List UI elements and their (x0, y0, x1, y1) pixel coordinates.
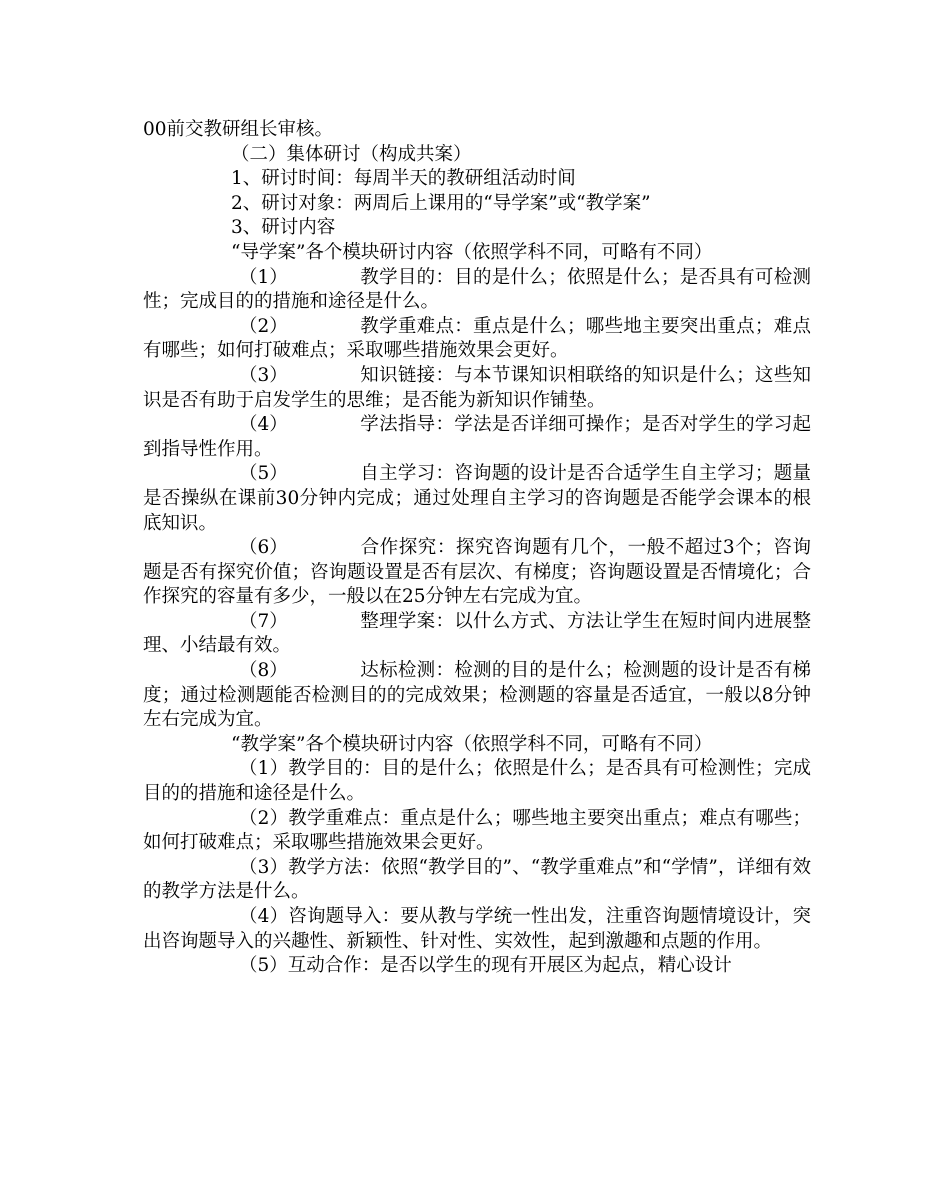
item-number: （5） (239, 463, 288, 485)
daoxue-item (143, 315, 811, 364)
daoxue-item (143, 266, 811, 315)
item-text: 教学重难点：重点是什么；哪些地主要突出重点；难点有哪些；如何打破难点；采取哪些措施效果会更好。 (143, 315, 811, 362)
item-number: （8） (239, 660, 288, 682)
jiaoxue-item: （4）咨询题导入：要从教与学统一性出发，注重咨询题情境设计，突出咨询题导入的兴趣性、新颖性、针对性、实效性，起到激趣和点题的作用。 (143, 906, 811, 952)
item-number: （3） (239, 364, 288, 386)
daoxue-item (143, 462, 811, 536)
paragraph-object: 2、研讨对象：两周后上课用的“导学案”或“教学案” (231, 192, 651, 214)
daoxue-item (143, 659, 811, 733)
daoxue-item (143, 413, 811, 462)
paragraph-continuation: 00前交教研组长审核。 (143, 119, 334, 140)
section-heading: （二）集体研讨（构成共案） (231, 143, 472, 165)
paragraph-time: 1、研讨时间：每周半天的教研组活动时间 (231, 168, 576, 190)
item-number: （2） (239, 315, 288, 337)
item-text: 知识链接：与本节课知识相联络的知识是什么；这些知识是否有助于启发学生的思维；是否能为新知识作铺垫。 (143, 364, 811, 411)
item-text: 教学目的：目的是什么；依照是什么；是否具有可检测性；完成目的的措施和途径是什么。 (143, 266, 811, 313)
document-body (143, 118, 811, 979)
item-number: （7） (239, 610, 288, 632)
paragraph-content: 3、研讨内容 (231, 217, 336, 239)
daoxue-item (143, 364, 811, 413)
item-text: 合作探究：探究咨询题有几个，一般不超过3个；咨询题是否有探究价值；咨询题设置是否有层次、有梯度；咨询题设置是否情境化；合作探究的容量有多少，一般以在25分钟左右完成为宜。 (143, 537, 811, 608)
jiaoxue-heading: “教学案”各个模块研讨内容（依照学科不同，可略有不同） (231, 733, 713, 755)
item-number: （1） (239, 266, 288, 288)
daoxue-item (143, 536, 811, 610)
item-text: 整理学案：以什么方式、方法让学生在短时间内进展整理、小结最有效。 (143, 610, 811, 657)
jiaoxue-item: （3）教学方法：依照“教学目的”、“教学重难点”和“学情”，详细有效的教学方法是什么。 (143, 856, 811, 903)
item-number: （6） (239, 537, 288, 559)
item-text: 自主学习：咨询题的设计是否合适学生自主学习；题量是否操纵在课前30分钟内完成；通过处理自主学习的咨询题是否能学会课本的根底知识。 (143, 463, 811, 534)
daoxue-item (143, 610, 811, 659)
item-number: （4） (239, 414, 288, 436)
jiaoxue-item: （2）教学重难点：重点是什么；哪些地主要突出重点；难点有哪些；如何打破难点；采取哪些措施效果会更好。 (143, 807, 811, 854)
jiaoxue-item: （5）互动合作：是否以学生的现有开展区为起点，精心设计 (239, 955, 732, 977)
daoxue-heading: “导学案”各个模块研讨内容（依照学科不同，可略有不同） (231, 241, 713, 263)
item-text: 学法指导：学法是否详细可操作；是否对学生的学习起到指导性作用。 (143, 414, 811, 460)
item-text: 达标检测：检测的目的是什么；检测题的设计是否有梯度；通过检测题能否检测目的的完成效果；检测题的容量是否适宜，一般以8分钟左右完成为宜。 (143, 660, 811, 731)
jiaoxue-item: （1）教学目的：目的是什么；依照是什么；是否具有可检测性；完成目的的措施和途径是什么。 (143, 758, 811, 805)
